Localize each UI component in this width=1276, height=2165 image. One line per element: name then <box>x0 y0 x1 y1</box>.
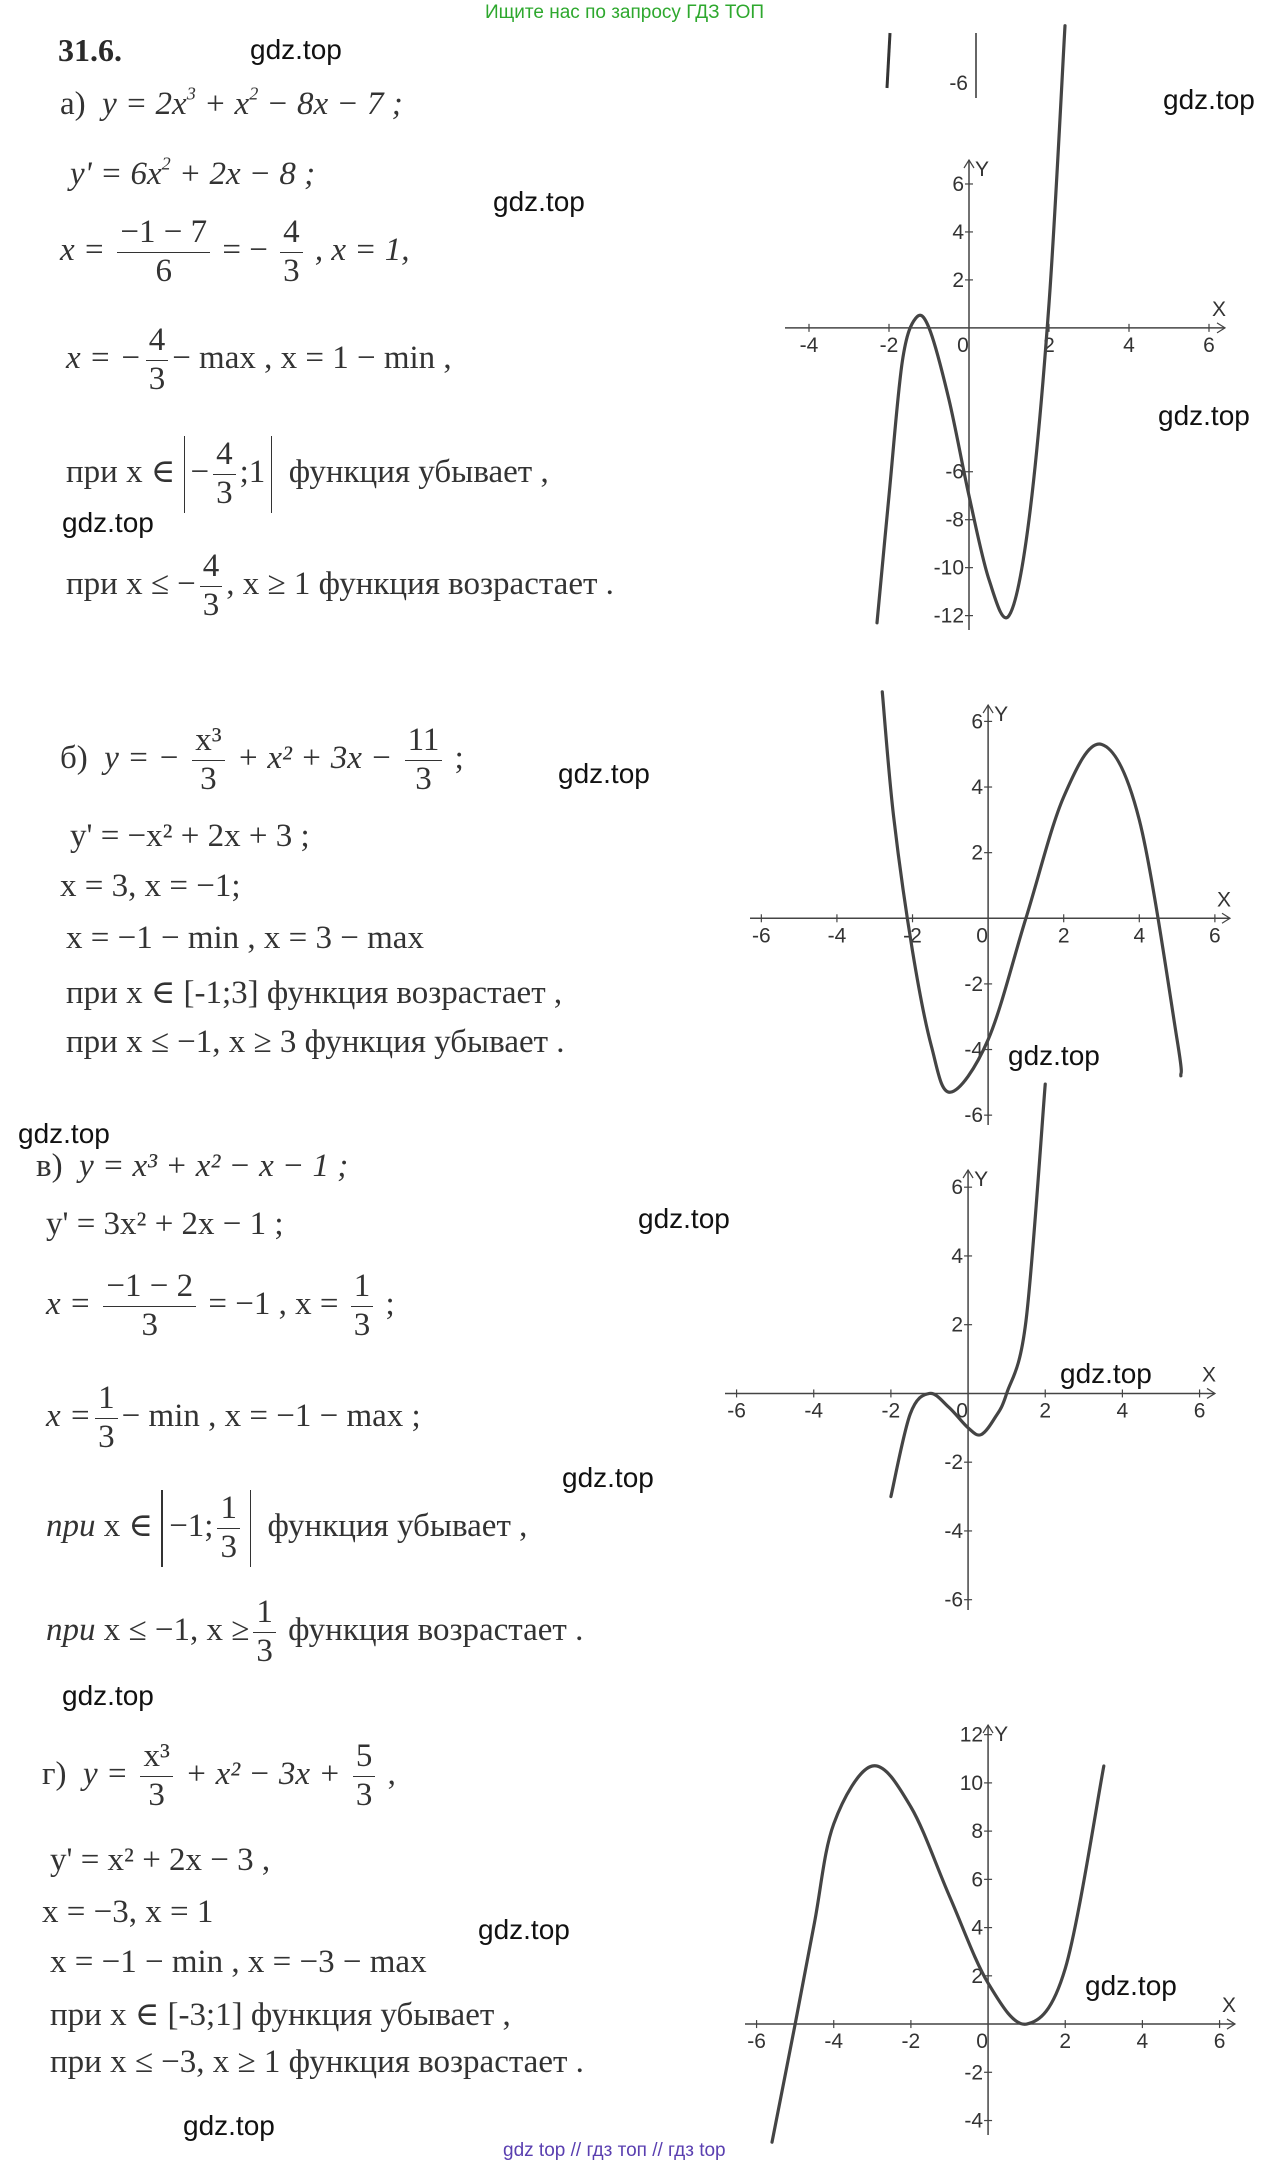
y-axis-label: Y <box>994 703 1009 726</box>
watermark: gdz.top <box>1158 400 1250 431</box>
part-a-function: а) $y = 2x^3 + x^2 - 8x - 7$ ; <box>60 83 403 122</box>
x-tick-label: 2 <box>1057 924 1070 948</box>
part-a-roots: x = $\frac{-1 - 7}{6}$ = − $\frac{4}{3}$ , x = 1, <box>60 214 410 289</box>
part-v-decreasing: при x ∈ −1; $\frac{1}{3}$ функция убывает , <box>46 1490 528 1565</box>
function-curve <box>772 1766 1104 2142</box>
y-tick-label: -6 <box>964 1104 984 1128</box>
function-curve <box>877 26 1065 623</box>
graph-part-g <box>745 1725 1235 2135</box>
watermark: gdz.top <box>493 186 585 217</box>
graph-part-v <box>725 1170 1215 1610</box>
y-tick-label: 4 <box>971 776 984 800</box>
search-banner[interactable]: Ищите нас по запросу ГДЗ ТОП <box>485 2 765 23</box>
x-tick-label: -2 <box>901 2030 921 2054</box>
part-a-derivative: $y' = 6x^2 + 2x - 8$ ; <box>70 153 316 192</box>
y-tick-label: 6 <box>951 1176 964 1200</box>
part-g-decreasing: при x ∈ [-3;1] функция убывает , <box>50 1997 511 2033</box>
x-tick-label: 4 <box>1123 333 1135 357</box>
x-axis-label: X <box>1216 888 1232 912</box>
x-tick-label: -4 <box>824 2030 844 2054</box>
x-tick-label: 6 <box>1213 2030 1226 2054</box>
x-tick-label: 4 <box>1116 1399 1129 1423</box>
x-tick-label: 0 <box>957 333 969 357</box>
y-tick-label: 10 <box>959 1771 984 1795</box>
y-axis-label: Y <box>974 1168 989 1191</box>
y-tick-label: 4 <box>951 1244 964 1268</box>
x-tick-label: 4 <box>1133 924 1146 948</box>
y-tick-label: 4 <box>952 220 964 244</box>
x-tick-label: -4 <box>804 1399 824 1423</box>
part-v-function: в) y = x³ + x² − x − 1 ; <box>36 1148 349 1184</box>
watermark: gdz.top <box>478 1914 570 1945</box>
part-v-roots: x = $\frac{-1 - 2}{3}$ = −1 , x = $\frac{1}{3}$ ; <box>46 1268 395 1343</box>
x-axis-label: X <box>1201 1363 1217 1387</box>
y-axis-label: Y <box>994 1723 1009 1746</box>
y-tick-label: 2 <box>971 841 984 865</box>
y-tick-label: -2 <box>964 972 984 996</box>
y-tick-label: -4 <box>964 2109 984 2133</box>
graph-part-b <box>750 703 1232 1128</box>
x-tick-label: -2 <box>903 924 922 948</box>
part-a-extrema: x = − $\frac{4}{3}$ − max , x = 1 − min , <box>66 322 452 397</box>
watermark: gdz.top <box>183 2110 275 2141</box>
x-tick-label: 0 <box>976 924 988 948</box>
x-tick-label: 6 <box>1209 924 1221 948</box>
part-g-increasing: при x ≤ −3, x ≥ 1 функция возрастает . <box>50 2044 584 2080</box>
y-tick-label: -2 <box>964 2061 984 2085</box>
footer-links[interactable]: gdz top // гдз топ // гдз top <box>503 2140 726 2161</box>
watermark: gdz.top <box>18 1118 110 1149</box>
x-tick-label: -6 <box>727 1399 746 1423</box>
watermark: gdz.top <box>638 1203 730 1234</box>
problem-number: 31.6. <box>58 32 122 68</box>
watermark: gdz.top <box>62 1680 154 1711</box>
x-tick-label: -6 <box>747 2030 766 2054</box>
x-axis-label: X <box>1221 1994 1237 2018</box>
part-v-extrema: x = $\frac{1}{3}$ − min , x = −1 − max ; <box>46 1380 421 1455</box>
y-tick-label: -6 <box>945 460 964 484</box>
part-b-increasing: при x ∈ [-1;3] функция возрастает , <box>66 975 563 1011</box>
x-tick-label: 2 <box>1043 333 1055 357</box>
part-g-derivative: y' = x² + 2x − 3 , <box>50 1842 271 1878</box>
y-tick-label: -4 <box>964 1038 984 1062</box>
part-b-roots: x = 3, x = −1; <box>60 868 241 904</box>
part-b-extrema: x = −1 − min , x = 3 − max <box>66 920 424 956</box>
part-g-roots: x = −3, x = 1 <box>42 1894 214 1930</box>
y-tick-label: -12 <box>933 604 964 628</box>
x-tick-label: -2 <box>881 1399 901 1423</box>
y-tick-label: 2 <box>971 1964 984 1988</box>
graph-part-a <box>785 160 1225 630</box>
y-tick-label: -4 <box>944 1519 964 1543</box>
watermark: gdz.top <box>1060 1358 1152 1389</box>
y-tick-label: -2 <box>944 1451 964 1475</box>
watermark: gdz.top <box>1163 84 1255 115</box>
y-tick-label: 2 <box>951 1313 964 1337</box>
x-tick-label: 0 <box>976 2030 988 2054</box>
tick-label: -6 <box>949 72 968 95</box>
y-tick-label: -10 <box>933 556 964 580</box>
y-tick-label: 2 <box>952 268 964 292</box>
part-b-derivative: y' = −x² + 2x + 3 ; <box>70 818 310 854</box>
x-axis-label: X <box>1211 297 1227 321</box>
x-tick-label: 6 <box>1203 333 1215 357</box>
x-tick-label: 2 <box>1039 1399 1052 1423</box>
y-tick-label: 12 <box>959 1723 984 1747</box>
y-tick-label: -6 <box>944 1588 964 1612</box>
x-tick-label: 2 <box>1059 2030 1072 2054</box>
part-b-function: б) y = − $\frac{\text{x³}}{3}$ + x² + 3x − $\frac{11}{3}$ ; <box>60 722 464 797</box>
x-tick-label: -4 <box>827 924 847 948</box>
x-tick-label: 4 <box>1136 2030 1149 2054</box>
y-tick-label: 6 <box>952 172 964 196</box>
y-tick-label: 6 <box>971 710 984 734</box>
watermark: gdz.top <box>558 758 650 789</box>
x-tick-label: -2 <box>879 333 899 357</box>
part-a-increasing: при x ≤ − $\frac{4}{3}$ , x ≥ 1 функция возрастает . <box>66 548 614 623</box>
function-curve <box>882 692 1181 1092</box>
x-tick-label: -4 <box>799 333 819 357</box>
part-v-derivative: y' = 3x² + 2x − 1 ; <box>46 1206 284 1242</box>
part-v-increasing: при x ≤ −1, x ≥ $\frac{1}{3}$ функция возрастает . <box>46 1594 584 1669</box>
watermark: gdz.top <box>562 1462 654 1493</box>
x-tick-label: 0 <box>956 1399 968 1423</box>
y-axis-label: Y <box>975 158 990 181</box>
y-tick-label: 8 <box>971 1820 984 1844</box>
previous-graph-fragment <box>880 28 1000 98</box>
watermark: gdz.top <box>1085 1970 1177 2001</box>
watermark: gdz.top <box>250 34 342 65</box>
y-tick-label: 6 <box>971 1868 984 1892</box>
y-tick-label: 4 <box>971 1916 984 1940</box>
part-g-function: г) y = $\frac{\text{x³}}{3}$ + x² − 3x + $\frac{5}{3}$ , <box>42 1738 396 1813</box>
x-tick-label: -6 <box>751 924 771 948</box>
y-tick-label: -8 <box>945 508 964 532</box>
x-tick-label: 6 <box>1193 1399 1206 1423</box>
part-a-decreasing: при x ∈ − $\frac{4}{3}$ ;1 функция убывает , <box>66 436 549 511</box>
part-b-decreasing: при x ≤ −1, x ≥ 3 функция убывает . <box>66 1024 565 1060</box>
watermark: gdz.top <box>1008 1040 1100 1071</box>
part-g-extrema: x = −1 − min , x = −3 − max <box>50 1944 427 1980</box>
watermark: gdz.top <box>62 507 154 538</box>
